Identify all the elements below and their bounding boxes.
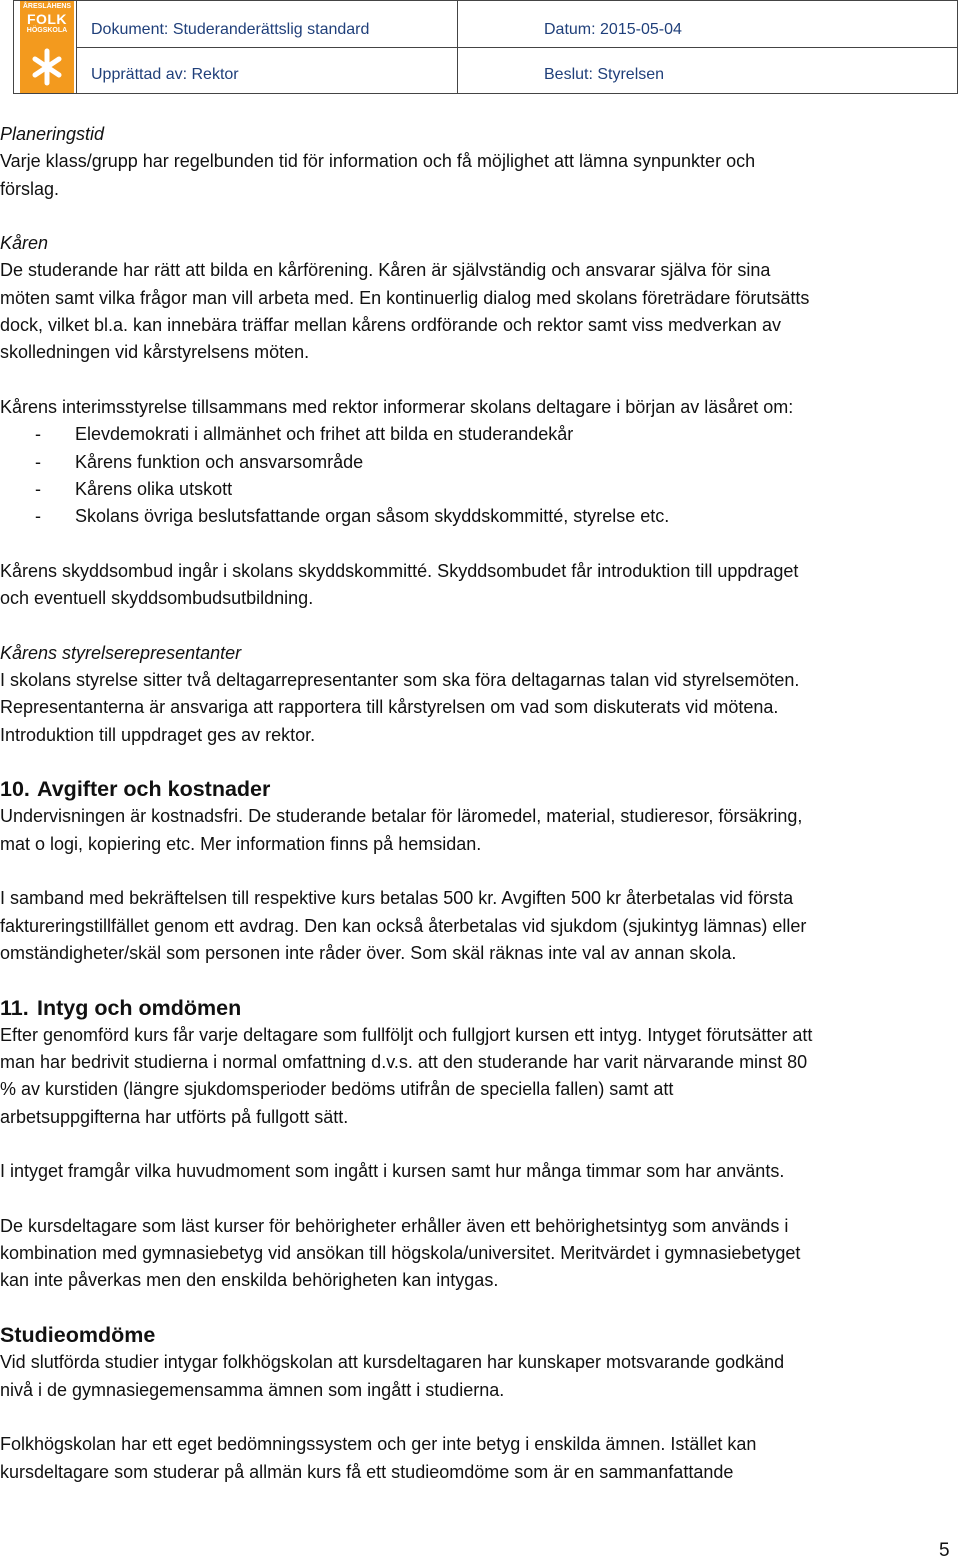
header-row-2 [76, 47, 957, 93]
paragraph-line: I samband med bekräftelsen till respektive kurs betalas 500 kr. Avgiften 500 kr återbetalas vid första [0, 888, 794, 909]
document-author: Upprättad av: Rektor [91, 66, 239, 83]
list-item-text: Skolans övriga beslutsfattande organ såsom skyddskommitté, styrelse etc. [75, 506, 670, 527]
list-item: - Skolans övriga beslutsfattande organ såsom skyddskommitté, styrelse etc. [35, 506, 670, 527]
list-item-text: Kårens olika utskott [75, 478, 233, 499]
logo-text-line3: HÖGSKOLA [26, 27, 68, 34]
list-item: - Elevdemokrati i allmänhet och frihet att bilda en studerandekår [35, 424, 574, 445]
paragraph-line: I skolans styrelse sitter två deltagarrepresentanter som ska föra deltagarnas talan vid styrelsemöten. [0, 669, 800, 690]
document-date: Datum: 2015-05-04 [544, 21, 682, 38]
flower-icon [32, 47, 62, 87]
logo-text-line1: ÅRESLÄHENS [22, 3, 72, 10]
paragraph-line: Kårens skyddsombud ingår i skolans skyddskommitté. Skyddsombudet får introduktion till uppdraget [0, 560, 799, 581]
paragraph-line: Varje klass/grupp har regelbunden tid för information och få möjlighet att lämna synpunkter och [0, 151, 756, 172]
paragraph-line: I intyget framgår vilka huvudmoment som ingått i kursen samt hur många timmar som har använts. [0, 1161, 785, 1182]
paragraph-line: De kursdeltagare som läst kurser för behörigheter erhåller även ett behörighetsintyg som används i [0, 1215, 789, 1236]
list-item: - Kårens olika utskott [35, 478, 233, 499]
paragraph-line: omständigheter/skäl som personen inte råder över. Som skäl räknas inte val av annan skola. [0, 942, 737, 963]
paragraph-line: Kårens interimsstyrelse tillsammans med rektor informerar skolans deltagare i början av läsåret om: [0, 396, 794, 417]
paragraph-line: mat o logi, kopiering etc. Mer information finns på hemsidan. [0, 833, 482, 854]
paragraph-line: nivå i de gymnasiegemensamma ämnen som ingått i studierna. [0, 1379, 505, 1400]
paragraph-line: De studerande har rätt att bilda en kårförening. Kåren är självständig och ansvarar själva för sina [0, 260, 771, 281]
section-heading-studieomdome: Studieomdöme [0, 1323, 156, 1348]
document-title: Dokument: Studeranderättslig standard [91, 21, 370, 38]
document-body [0, 121, 958, 1486]
school-logo [20, 1, 74, 93]
list-item-text: Kårens funktion och ansvarsområde [75, 451, 364, 472]
paragraph-line: Representanterna är ansvariga att rapportera till kårstyrelsen om vad som diskuterats vid mötena. [0, 697, 779, 718]
header-row-1 [76, 1, 957, 48]
section-heading-styrelserepresentanter: Kårens styrelserepresentanter [0, 642, 242, 663]
paragraph-line: skolledningen vid kårstyrelsens möten. [0, 342, 310, 363]
logo-cell [14, 1, 77, 93]
paragraph-line: Vid slutförda studier intygar folkhögskolan att kursdeltagaren har kunskaper motsvarande godkänd [0, 1352, 785, 1373]
header-divider [457, 1, 458, 93]
section-heading-avgifter [0, 776, 958, 803]
paragraph-line: och eventuell skyddsombudsutbildning. [0, 588, 314, 609]
section-heading-intyg [0, 995, 958, 1022]
document-header [13, 0, 958, 94]
paragraph-line: man har bedrivit studierna i normal omfattning d.v.s. att den studerande har varit närvarande minst 80 [0, 1052, 808, 1073]
paragraph-line: kursdeltagare som studerar på allmän kurs få ett studieomdöme som är en sammanfattande [0, 1461, 734, 1482]
list-item: - Kårens funktion och ansvarsområde [35, 451, 364, 472]
list-item-text: Elevdemokrati i allmänhet och frihet att bilda en studerandekår [75, 424, 574, 445]
section-title: Intyg och omdömen [37, 995, 242, 1020]
paragraph-line: Folkhögskolan har ett eget bedömningssystem och ger inte betyg i enskilda ämnen. Istället kan [0, 1434, 757, 1455]
section-title: Avgifter och kostnader [37, 777, 271, 802]
paragraph-line: kan inte påverkas men den enskilda behörigheten kan intygas. [0, 1270, 499, 1291]
paragraph-line: förslag. [0, 178, 60, 199]
paragraph-line: % av kurstiden (längre sjukdomsperioder bedöms utifrån de speciella fallen) samt att [0, 1079, 674, 1100]
paragraph-line: Undervisningen är kostnadsfri. De studerande betalar för läromedel, material, studieresor, försäkring, [0, 806, 803, 827]
section-number: 10. [0, 777, 30, 802]
paragraph-line: möten samt vilka frågor man vill arbeta med. En kontinuerlig dialog med skolans företrädare förutsätts [0, 287, 810, 308]
paragraph-line: Introduktion till uppdraget ges av rektor. [0, 724, 316, 745]
paragraph-line: dock, vilket bl.a. kan innebära träffar mellan kårens ordförande och rektor samt viss medverkan av [0, 315, 782, 336]
document-decision: Beslut: Styrelsen [544, 66, 665, 83]
paragraph-line: Efter genomförd kurs får varje deltagare som fullföljt och fullgjort kursen ett intyg. Intyget förutsätter att [0, 1024, 813, 1045]
paragraph-line: arbetsuppgifterna har utförts på fullgott sätt. [0, 1106, 349, 1127]
page-number: 5 [939, 1540, 950, 1561]
logo-text-line2: FOLK [26, 11, 68, 27]
paragraph-line: faktureringstillfället genom ett avdrag. Den kan också återbetalas vid sjukdom (sjukintyg lämnas) eller [0, 915, 807, 936]
section-heading-planeringstid: Planeringstid [0, 124, 105, 144]
paragraph-line: kombination med gymnasiebetyg vid ansökan till högskola/universitet. Meritvärdet i gymnasiebetyget [0, 1243, 801, 1264]
section-heading-karen: Kåren [0, 233, 49, 254]
section-number: 11. [0, 995, 29, 1020]
